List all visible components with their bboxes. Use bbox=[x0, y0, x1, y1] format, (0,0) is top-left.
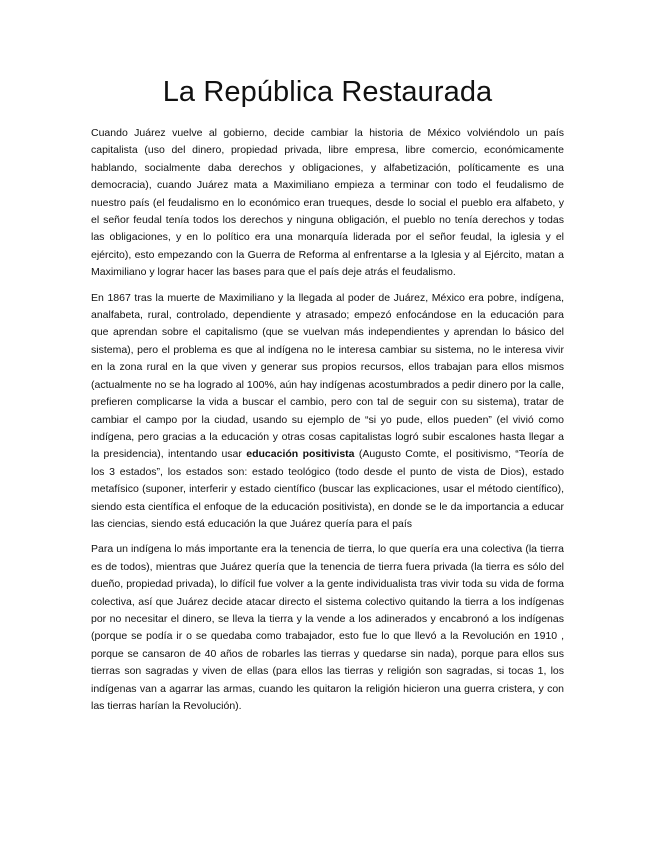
paragraph-2-bold-term: educación positivista bbox=[246, 448, 355, 461]
paragraph-3: Para un indígena lo más importante era la tenencia de tierra, lo que quería era una colectiva (la tierra es de todos), mientras que Juárez quería que la tenencia de tierra fuera privada (la tierra es sólo del dueño, propiedad privada), lo difícil fue volver a la gente individualista tras vivir toda su vida de forma colectiva, así que Juárez decide atacar directo el sistema colectivo quitando la tierra a los indígenas por no necesitar el dinero, se lleva la tierra y la vende a los adinerados y encabronó a los indígenas (porque se podía ir o se quedaba como trabajador, esto fue lo que llevó a la Revolución en 1910 , porque se cansaron de 40 años de robarles las tierras y quedarse sin nada), porque para ellos sus tierras son sagradas y viven de ellas (para ellos las tierras y religión son sagradas, si tocas 1, los indígenas van a agarrar las armas, cuando les quitaron la religión hicieron una guerra cristera, y con las tierras harían la Revolución). bbox=[91, 543, 564, 712]
paragraph-2 bbox=[91, 290, 564, 534]
paragraph-2-intro: En 1867 tras la muerte de Maximiliano y la llegada al poder de Juárez, México era pobre, indígena, analfabeta, rural, controlado, dependiente y atrasado; empezó enfocándose en la educación para que aprendan sobre el capitalismo (que se vuelvan más independientes y aprendan lo básico del sistema), pero el problema es que al indígena no le interesa cambiar su sistema, no le interesa vivir en la zona rural en la que viven y generar sus propios recursos, ellos trabajan para ellos mismos (actualmente no se ha logrado al 100%, aún hay indígenas acostumbrados a pedir dinero por la calle, prefieren complicarse la vida a buscar el cambio, pero con tal de seguir con su sistema), tratar de cambiar el campo por la ciudad, usando su ejemplo de “si yo pude, ellos pueden” (el vivió como indígena, pero gracias a la educación y otras cosas capitalistas logró subir escalones hasta llegar a la presidencia), intentando usar bbox=[91, 291, 564, 461]
paragraph-2-rest: (Augusto Comte, el positivismo, “Teoría de los 3 estados”, los estados son: estado teológico (todo desde el punto de vista de Dios), estado metafísico (suponer, interferir y estado científico (buscar las explicaciones, usar el método científico), siendo esta científica el enfoque de la educación positivista), en donde se le da importancia a educar las ciencias, siendo está educación la que Juárez quería para el país bbox=[91, 448, 565, 530]
page-title: La República Restaurada bbox=[162, 76, 493, 108]
paragraph-1: Cuando Juárez vuelve al gobierno, decide cambiar la historia de México volviéndolo un país capitalista (uso del dinero, propiedad privada, libre empresa, libre comercio, económicamente hablando, socialmente daba derechos y obligaciones, y alfabetización, políticamente es una democracia), cuando Juárez mata a Maximiliano empieza a terminar con todo el feudalismo de nuestro país (el feudalismo en lo económico eran trueques, desde lo social el pueblo era alfabeto, y el señor feudal tenía todos los derechos y ninguna obligación, el pueblo no tenía derechos y todas las obligaciones, y en lo político era una monarquía liderada por el señor feudal, la iglesia y el ejército), esto empezando con la Guerra de Reforma al enfrentarse a la Iglesia y al Ejército, matan a Maximiliano y lograr hacer las bases para que el país deje atrás el feudalismo. bbox=[91, 127, 564, 279]
document-body bbox=[91, 125, 564, 723]
